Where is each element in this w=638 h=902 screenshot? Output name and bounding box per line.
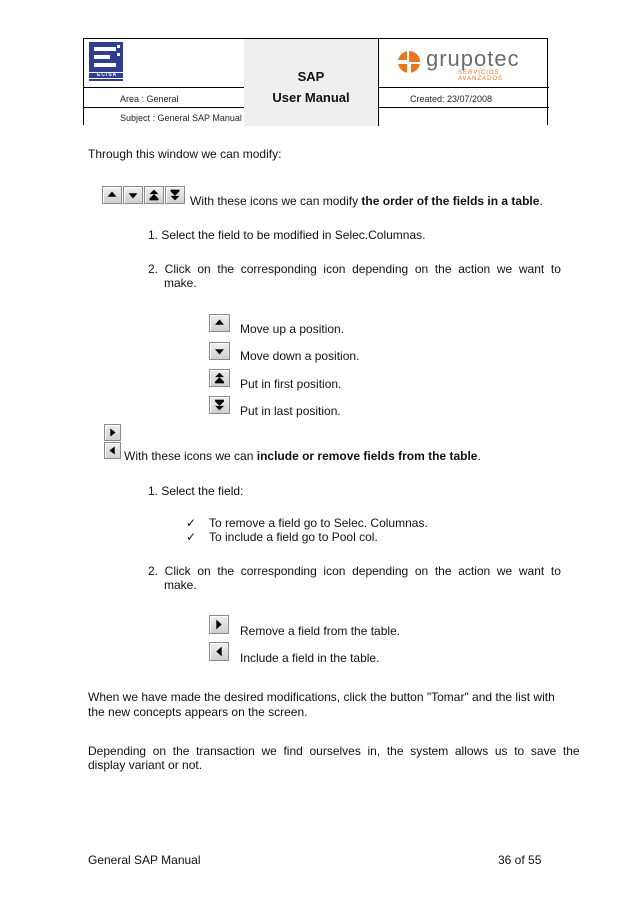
order-step-2-line2: make. <box>164 276 197 290</box>
last-position-icon <box>165 186 185 204</box>
remove-field-label: Remove a field from the table. <box>240 624 401 638</box>
grupotec-logo <box>396 46 546 80</box>
paragraph-variant-line2: display variant or not. <box>88 758 203 772</box>
include-field-label: Include a field in the table. <box>240 651 380 665</box>
order-lead-end: . <box>539 194 543 208</box>
intro-text: Through this window we can modify: <box>88 147 282 161</box>
arrow-right-icon <box>104 424 121 441</box>
check-icon: ✓ <box>186 516 197 530</box>
header-title-sap: SAP <box>297 69 325 84</box>
order-lead-bold: the order of the fields in a table <box>361 194 540 208</box>
ecisa-logo <box>89 42 123 82</box>
paragraph-tomar-line2: the new concepts appears on the screen. <box>88 705 308 719</box>
ecisa-logo-text: ECISA <box>97 72 118 78</box>
header-left-cell <box>84 39 245 126</box>
header-area: Area : General <box>120 94 179 104</box>
order-lead-plain: With these icons we can modify <box>190 194 362 208</box>
include-lead-plain: With these icons we can <box>124 449 257 463</box>
move-down-label: Move down a position. <box>240 349 360 363</box>
footer-page-number: 36 of 55 <box>498 853 542 867</box>
move-down-item-icon <box>209 342 230 360</box>
order-lead-text <box>190 194 543 209</box>
move-up-label: Move up a position. <box>240 322 345 336</box>
header-subject: Subject : General SAP Manual <box>120 113 242 123</box>
include-lead-text <box>124 449 481 464</box>
first-position-item-icon <box>209 369 230 387</box>
order-step-2-line1: 2. Click on the corresponding icon depending on the action we want to <box>148 262 561 276</box>
check-icon: ✓ <box>186 530 197 544</box>
document-header <box>83 38 548 125</box>
first-position-icon <box>144 186 164 204</box>
header-title-cell <box>244 39 379 126</box>
order-step-1: 1. Select the field to be modified in Selec.Columnas. <box>148 228 426 242</box>
include-lead-bold: include or remove fields from the table <box>256 449 478 463</box>
include-step-1: 1. Select the field: <box>148 484 244 498</box>
paragraph-variant-line1: Depending on the transaction we find ourselves in, the system allows us to save the <box>88 744 580 758</box>
paragraph-tomar-line1: When we have made the desired modifications, click the button "Tomar" and the list with <box>88 690 555 704</box>
arrow-down-icon <box>123 186 143 204</box>
last-position-item-icon <box>209 396 230 414</box>
include-step-2-line1: 2. Click on the corresponding icon depending on the action we want to <box>148 564 561 578</box>
remove-field-item-icon <box>209 615 229 634</box>
footer-title: General SAP Manual <box>88 853 201 867</box>
include-lead-end: . <box>477 449 481 463</box>
grupotec-logo-subtext: SERVICIOS AVANZADOS <box>458 70 504 82</box>
grupotec-logo-text: grupotec <box>426 46 520 71</box>
header-created: Created: 23/07/2008 <box>410 94 493 104</box>
move-up-item-icon <box>209 314 230 332</box>
order-icons-strip <box>102 186 186 204</box>
include-check-1: To remove a field go to Selec. Columnas. <box>209 516 428 530</box>
first-position-label: Put in first position. <box>240 377 342 391</box>
last-position-label: Put in last position. <box>240 404 341 418</box>
include-check-2: To include a field go to Pool col. <box>209 530 378 544</box>
arrow-left-icon <box>104 442 121 459</box>
include-field-item-icon <box>209 642 229 661</box>
header-title-manual: User Manual <box>272 90 350 105</box>
include-step-2-line2: make. <box>164 578 197 592</box>
arrow-up-icon <box>102 186 122 204</box>
